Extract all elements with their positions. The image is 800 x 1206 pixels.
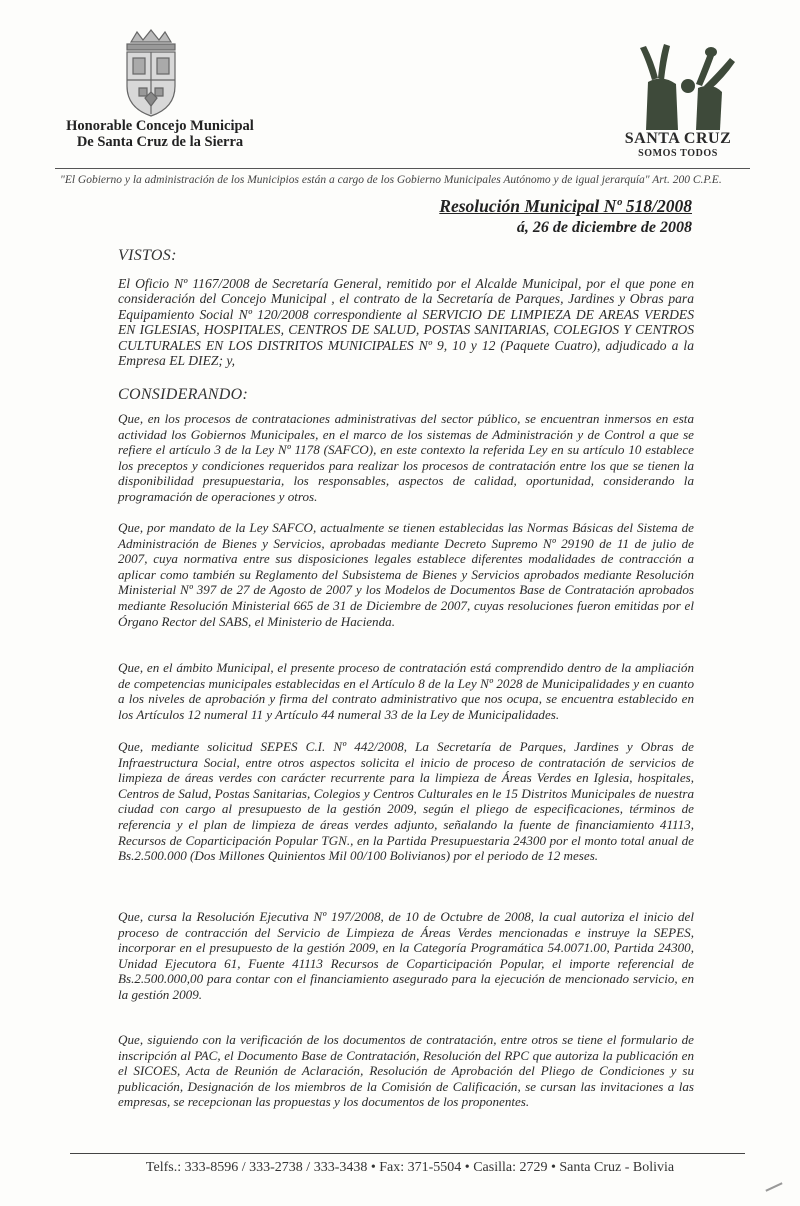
resolution-title: Resolución Municipal Nº 518/2008 [439, 196, 692, 216]
brand-title: SANTA CRUZ [624, 130, 732, 147]
footer-divider [70, 1153, 745, 1154]
header-divider [55, 168, 750, 169]
considerando-paragraph-4: Que, mediante solicitud SEPES C.I. Nº 442/2008, La Secretaría de Parques, Jardines y Obras de Infraestructura Social, entre otros aspectos solicita el inicio de proceso de contratación de servicios de limpieza de áreas verdes con carácter recurrente para la limpieza de Áreas Verdes en Iglesia, hospitales, Centros de Salud, Postas Sanitarias, Colegios y Centros Culturales en le 15 Distritos Municipales de nuestra ciudad con cargo al presupuesto de la gestión 2009, según el pliego de especificaciones, términos de referencia y el plan de limpieza de áreas verdes adjunto, señalando la fuente de financiamiento 41113, Recursos de Coparticipación Popular TGN., en la Partida Presupuestaria 24300 por el monto total anual de Bs.2.500.000 (Dos Millones Quinientos Mil 00/100 Bolivianos) por el periodo de 12 meses. [118, 739, 694, 864]
constitutional-motto: "El Gobierno y la administración de los Municipios están a cargo de los Gobierno Municipales Autónomo y de igual jerarquía" Art. 200 C.P.E. [60, 174, 722, 186]
considerando-paragraph-1: Que, en los procesos de contrataciones administrativas del sector público, se encuentran inmersos en esta actividad los Gobiernos Municipales, en el marco de los sistemas de Administración y de Control a que se refiere el artículo 3 de la Ley Nº 1178 (SAFCO), en este contexto la referida Ley en su artículo 10 establece los preceptos y condiciones requeridos para realizar los procesos de contratación entre los que se tienen la disponibilidad presupuestaria, los responsables, aspectos de calidad, oportunidad, considerando la programación de operaciones y otros. [118, 411, 694, 504]
considerando-heading: CONSIDERANDO: [118, 386, 249, 403]
footer-contact: Telfs.: 333-8596 / 333-2738 / 333-3438 • Fax: 371-5504 • Casilla: 2729 • Santa Cruz - Bolivia [145, 1160, 675, 1175]
vistos-heading: VISTOS: [118, 247, 177, 264]
scan-mark [765, 1182, 782, 1191]
vistos-paragraph: El Oficio Nº 1167/2008 de Secretaría General, remitido por el Alcalde Municipal, por el que pone en consideración del Concejo Municipal , el contrato de la Secretaría de Parques, Jardines y Obras para Equipamiento Social Nº 120/2008 correspondiente al SERVICIO DE LIMPIEZA DE AREAS VERDES EN IGLESIAS, HOSPITALES, CENTROS DE SALUD, POSTAS SANITARIAS, COLEGIOS Y CENTROS CULTURALES EN LOS DISTRITOS MUNICIPALES Nº 9, 10 y 12 (Paquete Cuatro), adjudicado a la Empresa EL DIEZ; y, [118, 276, 694, 369]
resolution-date: á, 26 de diciembre de 2008 [516, 219, 692, 236]
considerando-paragraph-5: Que, cursa la Resolución Ejecutiva Nº 197/2008, de 10 de Octubre de 2008, la cual autoriza el inicio del proceso de contracción del Servicio de Limpieza de Áreas Verdes mencionadas e instruye la SEPES, incorporar en el presupuesto de la gestión 2009, en la Categoría Programática 54.0071.00, Partida 24300, Unidad Ejecutora 61, Fuente 41113 Recursos de Coparticipación Popular, el importe referencial de Bs.2.500.000,00 para contar con el financiamiento asegurado para la ejecución de mencionado servicio, en la gestión 2009. [118, 909, 694, 1002]
council-line-1: Honorable Concejo Municipal [66, 118, 254, 134]
considerando-paragraph-6: Que, siguiendo con la verificación de los documentos de contratación, entre otros se tiene el formulario de inscripción al PAC, el Documento Base de Contratación, Resolución del RPC que autoriza la publicación en el SICOES, Acta de Reunión de Aclaración, Resolución de Aprobación del Pliego de Condiciones y su publicación, Designación de los miembros de la Comisión de Calificación, se cursan las invitaciones a las empresas, se recepcionan las propuestas y los documentos de los proponentes. [118, 1032, 694, 1110]
coat-of-arms-icon [113, 28, 189, 118]
considerando-paragraph-3: Que, en el ámbito Municipal, el presente proceso de contratación está comprendido dentro de la ampliación de competencias municipales establecidas en el Artículo 8 de la Ley Nº 2028 de Municipalidades y en cuanto a los niveles de aprobación y firma del contrato administrativo que nos ocupa, se encuentra establecido en los Artículos 12 numeral 11 y Artículo 44 numeral 33 de la Ley de Municipalidades. [118, 660, 694, 722]
council-line-2: De Santa Cruz de la Sierra [76, 134, 244, 150]
council-name [40, 118, 280, 150]
considerando-paragraph-2: Que, por mandato de la Ley SAFCO, actualmente se tienen establecidas las Normas Básicas del Sistema de Administración de Bienes y Servicios, aprobadas mediante Decreto Supremo Nº 29190 de 11 de julio de 2007, cuya normativa entre sus disposiciones legales establece diferentes modalidades de contracción a aplicar como también su Reglamento del Subsistema de Bienes y Servicios aprobados mediante Resolución Ministerial Nº 397 de 27 de Agosto de 2007 y los Modelos de Documentos Base de Contratación aprobados mediante Resolución Ministerial 665 de 31 de Diciembre de 2007, cuyas resoluciones fueron emitidas por el Órgano Rector del SABS, el Ministerio de Hacienda. [118, 520, 694, 629]
brand-subtitle: SOMOS TODOS [638, 148, 718, 159]
